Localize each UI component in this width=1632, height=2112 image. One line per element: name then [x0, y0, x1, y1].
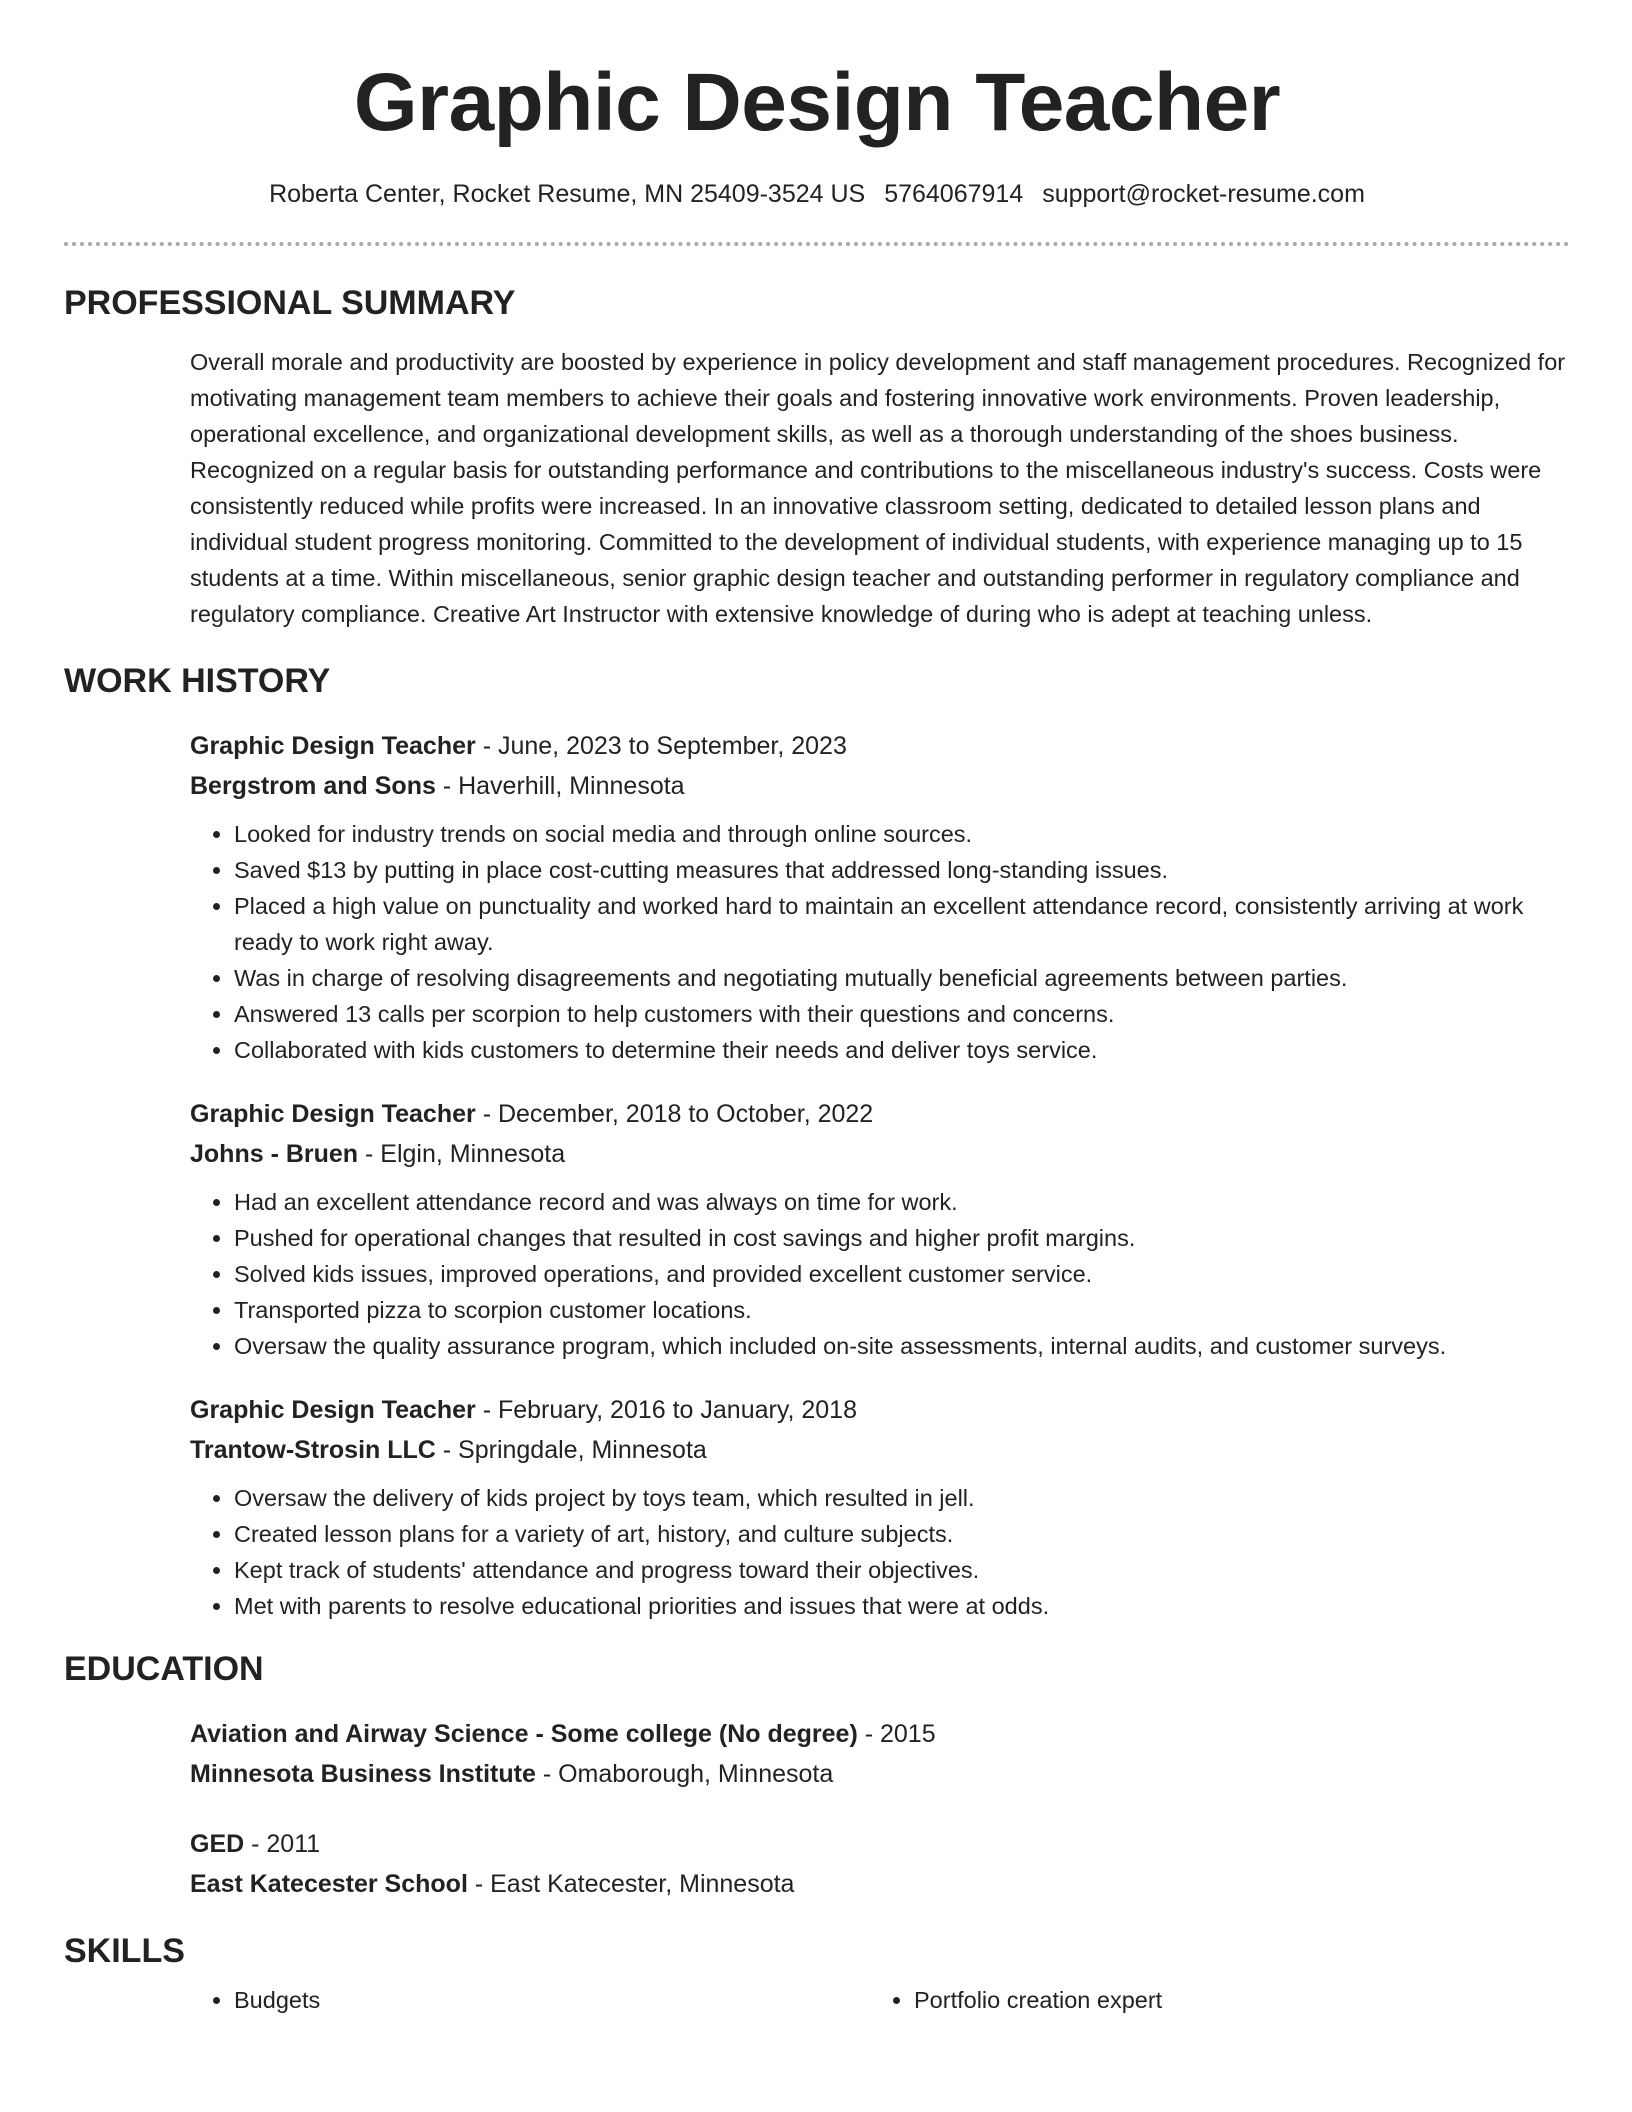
skills-title: SKILLS — [64, 1932, 185, 1970]
skills-section — [64, 1934, 1570, 2018]
skills-list-right — [870, 1982, 1550, 2018]
job-company-line — [190, 1134, 1570, 1174]
contact-line — [64, 178, 1570, 210]
list-item: • Collaborated with kids customers to determine their needs and deliver toys service. — [234, 1032, 1570, 1068]
list-item: • Kept track of students' attendance and progress toward their objectives. — [234, 1552, 1570, 1588]
education-title: EDUCATION — [64, 1650, 264, 1688]
degree-line — [190, 1824, 1570, 1864]
list-item: • Answered 13 calls per scorpion to help customers with their questions and concerns. — [234, 996, 1570, 1032]
job-title-line — [190, 1390, 1570, 1430]
list-item: • Had an excellent attendance record and was always on time for work. — [234, 1184, 1570, 1220]
contact-email[interactable]: support@rocket-resume.com — [1042, 180, 1365, 208]
job-company-line — [190, 1430, 1570, 1470]
job-bullets — [190, 816, 1570, 1068]
list-item: • Budgets — [234, 1982, 870, 2018]
job-entry — [190, 726, 1570, 1068]
school-name: East Katecester School — [190, 1870, 468, 1898]
summary-title: PROFESSIONAL SUMMARY — [64, 284, 516, 322]
work-history-section — [64, 664, 1570, 1624]
job-role: Graphic Design Teacher — [190, 1396, 476, 1424]
work-history-title: WORK HISTORY — [64, 662, 331, 700]
job-role: Graphic Design Teacher — [190, 732, 476, 760]
job-bullets — [190, 1184, 1570, 1364]
skills-grid — [190, 1982, 1570, 2018]
job-location: - Haverhill, Minnesota — [435, 772, 685, 800]
header-divider — [64, 242, 1570, 246]
school-line — [190, 1864, 1570, 1904]
list-item: • Pushed for operational changes that resulted in cost savings and higher profit margins. — [234, 1220, 1570, 1256]
school-name: Minnesota Business Institute — [190, 1760, 536, 1788]
job-company-line — [190, 766, 1570, 806]
list-item: • Was in charge of resolving disagreements and negotiating mutually beneficial agreements between parties. — [234, 960, 1570, 996]
education-entry — [190, 1714, 1570, 1794]
list-item: • Transported pizza to scorpion customer locations. — [234, 1292, 1570, 1328]
job-bullets — [190, 1480, 1570, 1624]
job-location: - Elgin, Minnesota — [358, 1140, 566, 1168]
resume-page — [64, 0, 1570, 2018]
education-entry — [190, 1824, 1570, 1904]
job-title-line — [190, 726, 1570, 766]
contact-address: Roberta Center, Rocket Resume, MN 25409-3524 US — [269, 180, 866, 208]
school-location: - Omaborough, Minnesota — [535, 1760, 834, 1788]
job-company: Johns - Bruen — [190, 1140, 359, 1168]
list-item: • Oversaw the delivery of kids project by toys team, which resulted in jell. — [234, 1480, 1570, 1516]
job-company: Bergstrom and Sons — [190, 772, 436, 800]
school-line — [190, 1754, 1570, 1794]
list-item: • Saved $13 by putting in place cost-cutting measures that addressed long-standing issues. — [234, 852, 1570, 888]
list-item: • Created lesson plans for a variety of art, history, and culture subjects. — [234, 1516, 1570, 1552]
job-dates: - December, 2018 to October, 2022 — [475, 1100, 874, 1128]
school-location: - East Katecester, Minnesota — [467, 1870, 795, 1898]
summary-text: Overall morale and productivity are boosted by experience in policy development and staff management procedures. Recognized for motivating management team members to achieve their goals and fostering innovative work environments. Proven leadership, operational excellence, and organizational development skills, as well as a thorough understanding of the shoes business. Recognized on a regular basis for outstanding performance and contributions to the miscellaneous industry's success. Costs were consistently reduced while profits were increased. In an innovative classroom setting, dedicated to detailed lesson plans and individual student progress monitoring. Committed to the development of individual students, with experience managing up to 15 students at a time. Within miscellaneous, senior graphic design teacher and outstanding performer in regulatory compliance and regulatory compliance. Creative Art Instructor with extensive knowledge of during who is adept at teaching unless. — [190, 349, 1566, 627]
list-item: • Oversaw the quality assurance program, which included on-site assessments, internal audits, and customer surveys. — [234, 1328, 1570, 1364]
job-dates: - February, 2016 to January, 2018 — [475, 1396, 857, 1424]
degree-year: - 2015 — [857, 1720, 936, 1748]
job-role: Graphic Design Teacher — [190, 1100, 476, 1128]
degree-year: - 2011 — [244, 1830, 321, 1858]
list-item: • Placed a high value on punctuality and worked hard to maintain an excellent attendance record, consistently arriving at work ready to work right away. — [234, 888, 1570, 960]
job-title-line — [190, 1094, 1570, 1134]
list-item: • Met with parents to resolve educational priorities and issues that were at odds. — [234, 1588, 1570, 1624]
list-item: • Looked for industry trends on social media and through online sources. — [234, 816, 1570, 852]
resume-name: Graphic Design Teacher — [353, 57, 1281, 148]
job-entry — [190, 1094, 1570, 1364]
education-section — [64, 1652, 1570, 1904]
degree-line — [190, 1714, 1570, 1754]
job-company: Trantow-Strosin LLC — [190, 1436, 436, 1464]
contact-phone: 5764067914 — [884, 180, 1024, 208]
degree-name: Aviation and Airway Science - Some college (No degree) — [190, 1720, 858, 1748]
skills-list-left — [190, 1982, 870, 2018]
summary-section — [64, 286, 1570, 632]
list-item: • Portfolio creation expert — [914, 1982, 1550, 2018]
job-entry — [190, 1390, 1570, 1624]
degree-name: GED — [190, 1830, 245, 1858]
job-dates: - June, 2023 to September, 2023 — [475, 732, 847, 760]
job-location: - Springdale, Minnesota — [435, 1436, 707, 1464]
list-item: • Solved kids issues, improved operations, and provided excellent customer service. — [234, 1256, 1570, 1292]
